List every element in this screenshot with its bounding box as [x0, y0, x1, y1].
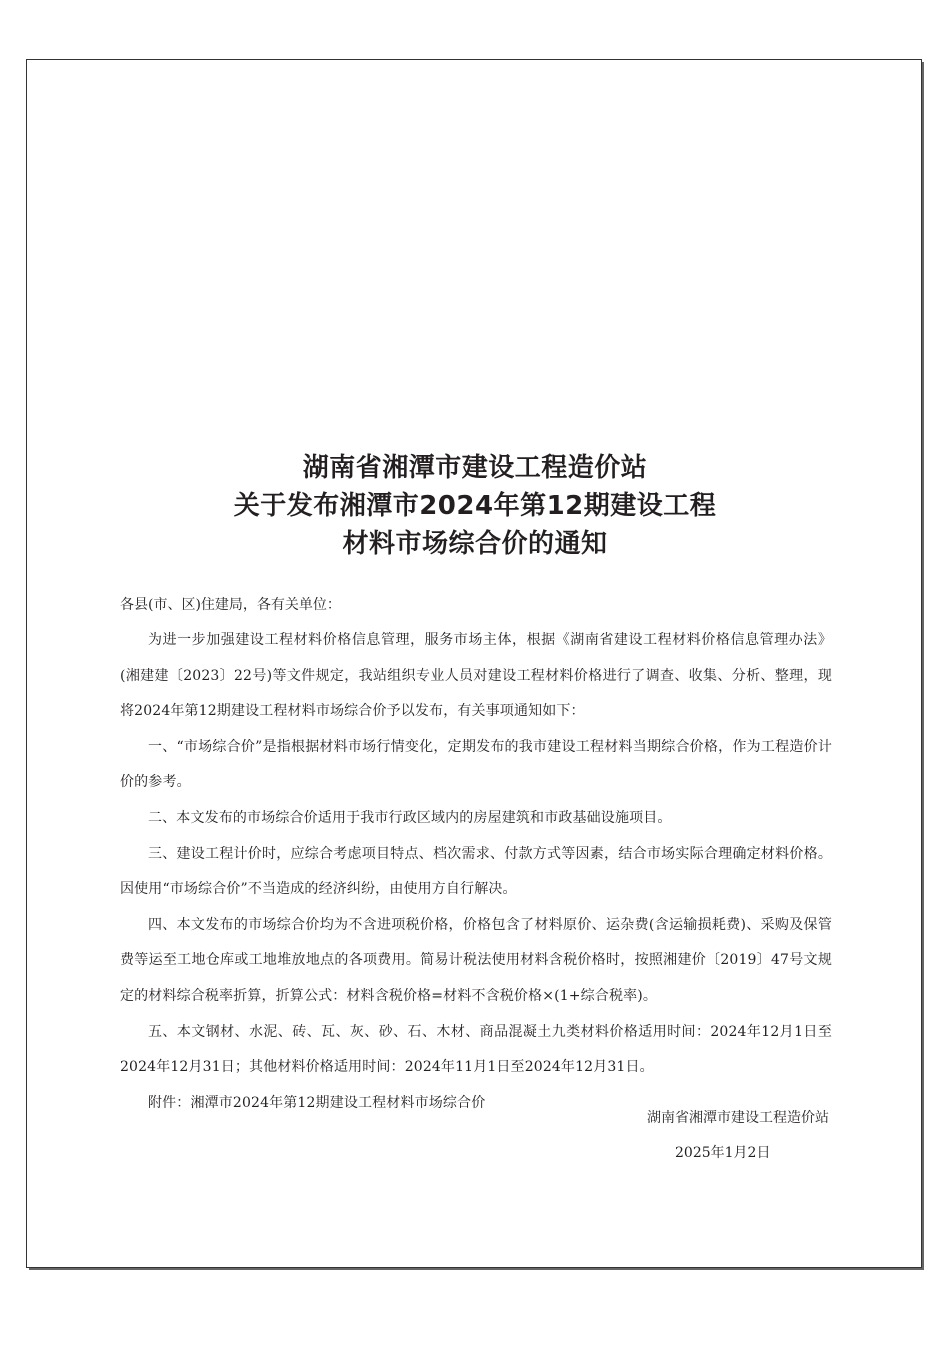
notice-title-line-3: 材料市场综合价的通知: [342, 529, 608, 559]
notice-title-line-2: 关于发布湘潭市2024年第12期建设工程: [233, 491, 717, 521]
attachment-line: 附件：湘潭市2024年第12期建设工程材料市场综合价: [148, 1094, 486, 1111]
page-border-shadow-bottom: [29, 1268, 924, 1270]
paragraph-item-2: 二、本文发布的市场综合价适用于我市行政区域内的房屋建筑和市政基础设施项目。: [148, 809, 672, 826]
notice-title-line-1: 湖南省湘潭市建设工程造价站: [302, 453, 648, 483]
paragraph-item-4: 四、本文发布的市场综合价均为不含进项税价格，价格包含了材料原价、运杂费(含运输损耗费)、采购及保管费等运至工地仓库或工地堆放地点的各项费用。简易计税法使用材料含税价格时，按照湘建价〔2019〕47号文规定的材料综合税率折算，折算公式：材料含税价格=材料不含税价格×(1+综合税率)。: [120, 916, 832, 1004]
page-border-shadow-right: [922, 62, 924, 1270]
salutation: 各县(市、区)住建局，各有关单位：: [120, 597, 341, 613]
paragraph-item-1: 一、“市场综合价”是指根据材料市场行情变化，定期发布的我市建设工程材料当期综合价格，作为工程造价计价的参考。: [120, 738, 832, 791]
signature-organization: 湖南省湘潭市建设工程造价站: [647, 1110, 829, 1126]
notice-body: [120, 623, 832, 1121]
paragraph-intro: 为进一步加强建设工程材料价格信息管理，服务市场主体，根据《湖南省建设工程材料价格信息管理办法》(湘建建〔2023〕22号)等文件规定，我站组织专业人员对建设工程材料价格进行了调查、收集、分析、整理，现将2024年第12期建设工程材料市场综合价予以发布，有关事项通知如下：: [120, 632, 832, 720]
paragraph-item-3: 三、建设工程计价时，应综合考虑项目特点、档次需求、付款方式等因素，结合市场实际合理确定材料价格。因使用“市场综合价”不当造成的经济纠纷，由使用方自行解决。: [120, 845, 832, 898]
signature-date: 2025年1月2日: [675, 1145, 771, 1161]
paragraph-item-5: 五、本文钢材、水泥、砖、瓦、灰、砂、石、木材、商品混凝土九类材料价格适用时间：2024年12月1日至2024年12月31日；其他材料价格适用时间：2024年11月1日至2024年12月31日。: [120, 1023, 832, 1076]
